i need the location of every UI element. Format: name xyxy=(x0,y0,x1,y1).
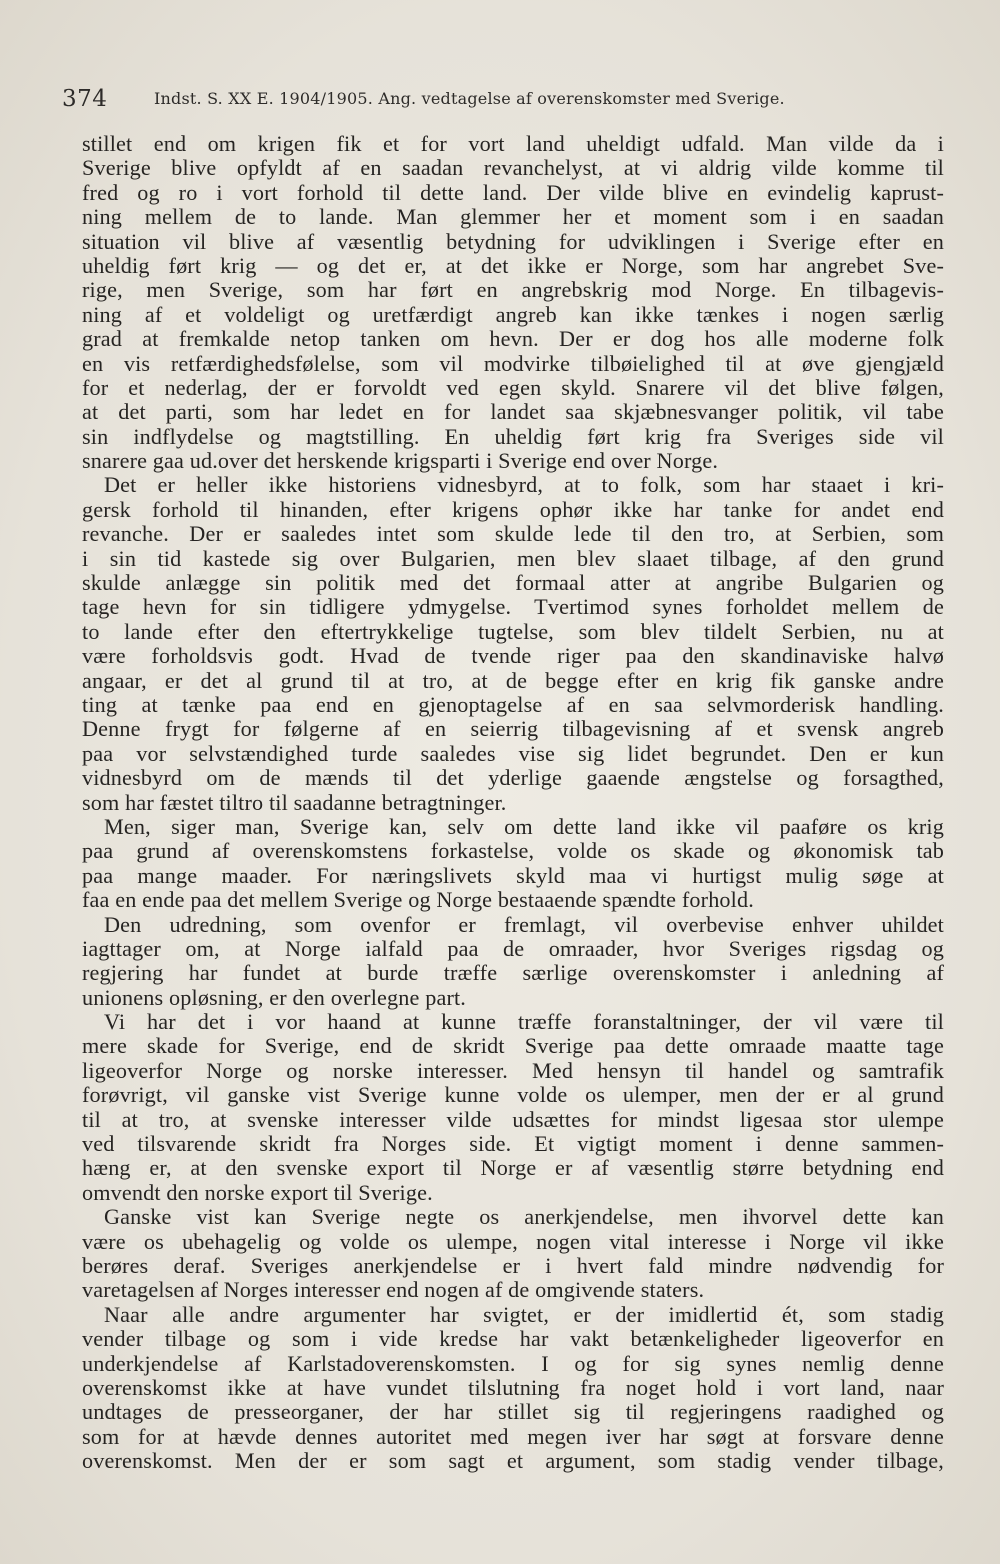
text-line: mere skade for Sverige, end de skridt Sverige paa dette omraade maatte tage xyxy=(82,1033,944,1059)
text-line: paa vor selvstændighed turde saaledes vise sig lidet begrundet. Den er kun xyxy=(82,740,944,766)
text-line: Det er heller ikke historiens vidnesbyrd, at to folk, som har staaet i kri- xyxy=(104,472,944,498)
text-line: Naar alle andre argumenter har svigtet, er der imidlertid ét, som stadig xyxy=(104,1301,944,1327)
text-line: vidnesbyrd om de mænds til det yderlige gaaende ængstelse og forsagthed, xyxy=(82,765,944,791)
text-line: vender tilbage og som i vide kredse har vakt betænkeligheder ligeoverfor en xyxy=(82,1326,944,1352)
text-line: i sin tid kastede sig over Bulgarien, men blev slaaet tilbage, af den grund xyxy=(82,545,944,571)
text-line: forøvrigt, vil ganske vist Sverige kunne volde os ulemper, men der er al grund xyxy=(82,1082,944,1108)
text-line: unionens opløsning, er den overlegne part. xyxy=(82,984,467,1010)
text-line: iagttager om, at Norge ialfald paa de omraader, hvor Sveriges rigsdag og xyxy=(82,935,944,961)
text-line: overenskomst ikke at have vundet tilslutning fra noget hold i vort land, naar xyxy=(82,1374,944,1400)
text-line: rige, men Sverige, som har ført en angrebskrig mod Norge. En tilbagevis- xyxy=(82,277,944,303)
text-line: hæng er, at den svenske export til Norge er af væsentlig større betydning end xyxy=(82,1155,944,1181)
text-line: paa mange maader. For næringslivets skyld maa vi hurtigst mulig søge at xyxy=(82,862,944,888)
text-line: varetagelsen af Norges interesser end nogen af de omgivende staters. xyxy=(82,1277,705,1303)
text-line: skulde anlægge sin politik med det formaal atter at angribe Bulgarien og xyxy=(82,570,944,596)
text-line: sin indflydelse og magtstilling. En uheldig ført krig fra Sveriges side vil xyxy=(82,423,944,449)
text-line: at det parti, som har ledet en for landet saa skjæbnesvanger politik, vil tabe xyxy=(82,399,944,425)
text-line: angaar, er det al grund til at tro, at de begge efter en krig fik ganske andre xyxy=(82,667,944,693)
text-line: to lande efter den eftertrykkelige tugtelse, som blev tildelt Serbien, nu at xyxy=(82,618,944,644)
running-title: Indst. S. XX E. 1904/1905. Ang. vedtagelse af overenskomster med Sverige. xyxy=(154,89,785,108)
text-line: fred og ro i vort forhold til dette land. Der vilde blive en evindelig kaprust- xyxy=(82,179,944,205)
text-line: Sverige blive opfyldt af en saadan revanchelyst, at vi aldrig vilde komme til xyxy=(82,155,944,181)
text-line: være os ubehagelig og volde os ulempe, nogen vital interesse i Norge vil ikke xyxy=(82,1228,944,1254)
body-text xyxy=(82,132,944,1473)
text-line: berøres deraf. Sveriges anerkjendelse er i hvert fald mindre nødvendig for xyxy=(82,1252,944,1278)
text-line: Ganske vist kan Sverige negte os anerkjendelse, men ihvorvel dette kan xyxy=(104,1204,944,1230)
page-header xyxy=(62,86,942,120)
text-line: til at tro, at svenske interesser vilde udsættes for mindst ligesaa stor ulempe xyxy=(82,1106,944,1132)
text-line: grad at fremkalde netop tanken om hevn. Der er dog hos alle moderne folk xyxy=(82,326,944,352)
text-line: faa en ende paa det mellem Sverige og Norge bestaaende spændte forhold. xyxy=(82,887,754,913)
text-line: underkjendelse af Karlstadoverenskomsten. I og for sig synes nemlig denne xyxy=(82,1350,944,1376)
text-line: som har fæstet tiltro til saadanne betragtninger. xyxy=(82,789,507,815)
text-line: ligeoverfor Norge og norske interesser. Med hensyn til handel og samtrafik xyxy=(82,1057,944,1083)
text-line: ved tilsvarende skridt fra Norges side. Et vigtigt moment i denne sammen- xyxy=(82,1131,944,1157)
text-line: Vi har det i vor haand at kunne træffe foranstaltninger, der vil være til xyxy=(104,1009,944,1035)
text-line: en vis retfærdighedsfølelse, som vil modvirke tilbøielighed til at øve gjengjæld xyxy=(82,350,944,376)
text-line: ning mellem de to lande. Man glemmer her et moment som i en saadan xyxy=(82,204,944,230)
text-line: tage hevn for sin tidligere ydmygelse. Tvertimod synes forholdet mellem de xyxy=(82,594,944,620)
text-line: paa grund af overenskomstens forkastelse, volde os skade og økonomisk tab xyxy=(82,838,944,864)
text-line: regjering har fundet at burde træffe særlige overenskomster i anledning af xyxy=(82,960,944,986)
text-line: snarere gaa ud.over det herskende krigsparti i Sverige end over Norge. xyxy=(82,448,719,474)
text-line: overenskomst. Men der er som sagt et argument, som stadig vender tilbage, xyxy=(82,1448,944,1474)
text-line: ting at tænke paa end en gjenoptagelse af en saa selvmorderisk handling. xyxy=(82,691,944,717)
text-line: Denne frygt for følgerne af en seierrig tilbagevisning af et svensk angreb xyxy=(82,716,944,742)
text-line: revanche. Der er saaledes intet som skulde lede til den tro, at Serbien, som xyxy=(82,521,944,547)
page-number: 374 xyxy=(62,86,108,112)
text-line: omvendt den norske export til Sverige. xyxy=(82,1179,433,1205)
text-line: Den udredning, som ovenfor er fremlagt, vil overbevise enhver uhildet xyxy=(104,911,944,937)
text-line: Men, siger man, Sverige kan, selv om dette land ikke vil paaføre os krig xyxy=(104,813,944,839)
text-line: gersk forhold til hinanden, efter krigens ophør ikke har tanke for andet end xyxy=(82,496,944,522)
text-line: for et nederlag, der er forvoldt ved egen skyld. Snarere vil det blive følgen, xyxy=(82,374,944,400)
text-line: som for at hævde dennes autoritet med megen iver har søgt at forsvare denne xyxy=(82,1423,944,1449)
text-line: stillet end om krigen fik et for vort land uheldigt udfald. Man vilde da i xyxy=(82,131,944,156)
text-line: undtages de presseorganer, der har stillet sig til regjeringens raadighed og xyxy=(82,1399,944,1425)
text-line: være forholdsvis godt. Hvad de tvende riger paa den skandinaviske halvø xyxy=(82,643,944,669)
text-line: uheldig ført krig — og det er, at det ikke er Norge, som har angrebet Sve- xyxy=(82,252,944,278)
text-line: ning af et voldeligt og uretfærdigt angreb kan ikke tænkes i nogen særlig xyxy=(82,301,944,327)
text-line: situation vil blive af væsentlig betydning for udviklingen i Sverige efter en xyxy=(82,228,944,254)
